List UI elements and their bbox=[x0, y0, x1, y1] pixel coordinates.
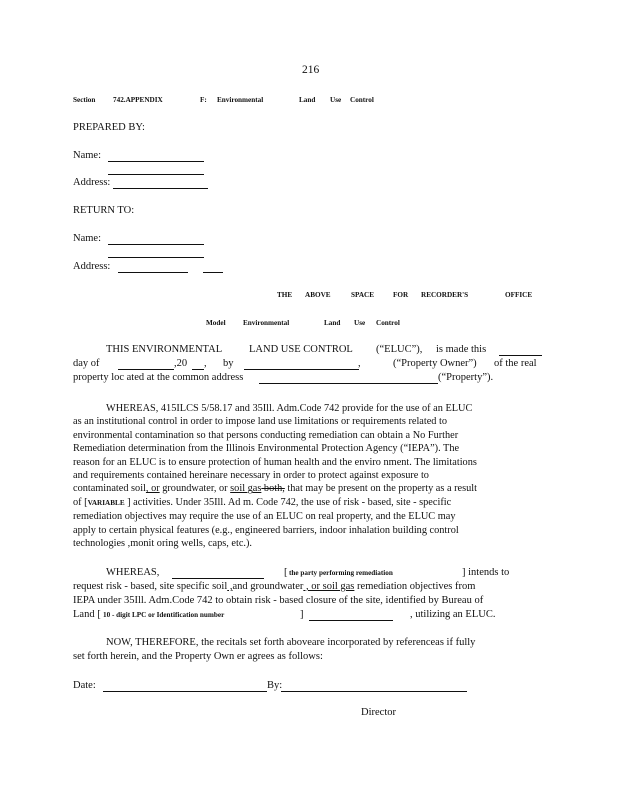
model-title-use: Use bbox=[354, 319, 366, 327]
p1-year-blank[interactable] bbox=[192, 369, 204, 370]
above-space-the: THE bbox=[277, 291, 293, 299]
director-label: Director bbox=[361, 707, 396, 718]
p3-lpc-blank[interactable] bbox=[309, 620, 393, 621]
p2-line: and requirements contained hereinare necessary in order to protect against exposure to bbox=[73, 470, 429, 482]
prepared-name-label: Name: bbox=[73, 150, 101, 161]
p1-by: by bbox=[223, 358, 234, 369]
p1-property-owner: (“Property Owner”) bbox=[393, 358, 477, 369]
model-title-environmental: Environmental bbox=[243, 319, 290, 327]
prepared-by-label: PREPARED BY: bbox=[73, 122, 145, 133]
prepared-address-field-line2[interactable] bbox=[113, 188, 208, 189]
p2-soil-gas-underlined: soil gas bbox=[230, 483, 262, 495]
header-word-control: Control bbox=[350, 96, 374, 104]
p2-line-8 bbox=[73, 496, 543, 510]
p1-eluc: (“ELUC”), bbox=[376, 344, 423, 355]
p3-comma-underlined: , bbox=[227, 581, 233, 592]
p1-property-quote: (“Property”). bbox=[438, 372, 494, 383]
p1-address-blank[interactable] bbox=[259, 383, 438, 384]
signature-field[interactable] bbox=[281, 691, 467, 692]
p2-line: apply to certain physical features (e.g., engineered barriers, indoor inhalation building control bbox=[73, 524, 459, 536]
p3-request: request risk - based, site specific soil bbox=[73, 581, 228, 592]
return-to-label: RETURN TO: bbox=[73, 205, 135, 216]
p3-party-performing: the party performing remediation bbox=[289, 569, 393, 577]
model-title-model: Model bbox=[206, 319, 226, 327]
p2-both-struck: both, bbox=[261, 483, 285, 495]
p1-land-use-control: LAND USE CONTROL bbox=[249, 344, 353, 355]
p3-land-bracket: Land [ bbox=[73, 609, 101, 620]
header-word-land: Land bbox=[299, 96, 316, 104]
p2-line: as an institutional control in order to impose land use limitations or requirements related to bbox=[73, 416, 448, 428]
p2-line: Remediation determination from the Illinois Environmental Protection Agency (“IEPA”). The bbox=[73, 443, 460, 455]
return-address-label: Address: bbox=[73, 261, 111, 272]
return-name-field[interactable] bbox=[108, 244, 204, 245]
p2-groundwater: groundwater, or bbox=[159, 483, 228, 495]
p2-activities: ] activities. Under 35Ill. Ad m. Code 742, the use of risk - based, site - specific bbox=[124, 496, 452, 508]
p1-this-environmental: THIS ENVIRONMENTAL bbox=[106, 344, 223, 355]
header-letter: F: bbox=[200, 96, 207, 104]
prepared-address-label: Address: bbox=[73, 177, 111, 188]
header-section: Section bbox=[73, 96, 96, 104]
p3-line-3: IEPA under 35Ill. Adm.Code 742 to obtain risk - based closure of the site, identified by Bureau of bbox=[73, 595, 484, 606]
p3-open-bracket: [ bbox=[284, 567, 288, 578]
p3-lpc-number: 10 - digit LPC or Identification number bbox=[103, 611, 225, 619]
p2-contaminated-soil: contaminated soil bbox=[73, 483, 146, 495]
p2-line: environmental contamination so that persons conducting remediation can obtain a No Further bbox=[73, 429, 459, 441]
above-space-above: ABOVE bbox=[305, 291, 331, 299]
p2-or-underlined: , or bbox=[145, 483, 160, 495]
above-space-office: OFFICE bbox=[505, 291, 533, 299]
header-word-environmental: Environmental bbox=[217, 96, 264, 104]
above-space-space: SPACE bbox=[351, 291, 375, 299]
p1-is-made-this: is made this bbox=[436, 344, 487, 355]
p3-or-soil-gas: , or soil gas bbox=[303, 581, 355, 592]
p1-of-the-real: of the real bbox=[494, 358, 537, 369]
return-address-field-line2[interactable] bbox=[118, 272, 188, 273]
p4-now-therefore: NOW, THEREFORE, the recitals set forth aboveare incorporated by referenceas if fully bbox=[106, 637, 476, 648]
by-label: By: bbox=[267, 680, 283, 691]
p2-line: WHEREAS, 415ILCS 5/58.17 and 35Ill. Adm.Code 742 provide for the use of an ELUC bbox=[106, 403, 473, 414]
p2-variable: VARIABLE bbox=[87, 498, 125, 507]
header-word-use: Use bbox=[330, 96, 342, 104]
p1-comma: , bbox=[204, 358, 207, 369]
model-title-control: Control bbox=[376, 319, 400, 327]
date-field[interactable] bbox=[103, 691, 267, 692]
p2-line: reason for an ELUC is to ensure protection of human health and the enviro nment. The limitations bbox=[73, 456, 477, 468]
return-address-field-line3[interactable] bbox=[203, 272, 223, 273]
p3-party-blank[interactable] bbox=[172, 578, 264, 579]
date-label: Date: bbox=[73, 680, 96, 691]
page-number: 216 bbox=[302, 64, 320, 76]
model-title-land: Land bbox=[324, 319, 341, 327]
return-address-field-line1[interactable] bbox=[108, 257, 204, 258]
return-name-label: Name: bbox=[73, 233, 101, 244]
p3-whereas: WHEREAS, bbox=[106, 567, 160, 578]
p1-owner-blank[interactable] bbox=[244, 369, 359, 370]
p3-utilizing-eluc: , utilizing an ELUC. bbox=[410, 609, 496, 620]
p3-close-bracket: ] bbox=[300, 609, 304, 620]
p1-day-blank[interactable] bbox=[499, 355, 542, 356]
prepared-name-field[interactable] bbox=[108, 161, 204, 162]
p1-day-of: day of bbox=[73, 358, 100, 369]
above-space-for: FOR bbox=[393, 291, 409, 299]
p3-remediation-objectives: remediation objectives from bbox=[354, 581, 476, 592]
p1-month-blank[interactable] bbox=[118, 369, 174, 370]
paragraph-whereas-1 bbox=[73, 402, 543, 550]
above-space-recorders: RECORDER'S bbox=[421, 291, 469, 299]
p2-line: technologies ,monit oring wells, caps, etc.). bbox=[73, 538, 253, 550]
p2-of-bracket: of [ bbox=[73, 496, 88, 508]
p2-line-7 bbox=[73, 482, 543, 495]
header-code: 742.APPENDIX bbox=[113, 96, 163, 104]
p4-set-forth: set forth herein, and the Property Own er agrees as follows: bbox=[73, 651, 323, 662]
p3-line-2 bbox=[73, 581, 475, 592]
p2-that-may-be-present: that may be present on the property as a result bbox=[284, 483, 477, 495]
p1-year-prefix: ,20 bbox=[174, 358, 188, 369]
p3-intends-to: ] intends to bbox=[462, 567, 510, 578]
prepared-address-field-line1[interactable] bbox=[108, 174, 204, 175]
p3-and-groundwater: and groundwater bbox=[232, 581, 304, 592]
p2-line: remediation objectives may require the use of an ELUC on real property, and the ELUC may bbox=[73, 511, 456, 523]
p1-property-located: property loc ated at the common address bbox=[73, 372, 244, 383]
p1-comma2: , bbox=[358, 358, 361, 369]
